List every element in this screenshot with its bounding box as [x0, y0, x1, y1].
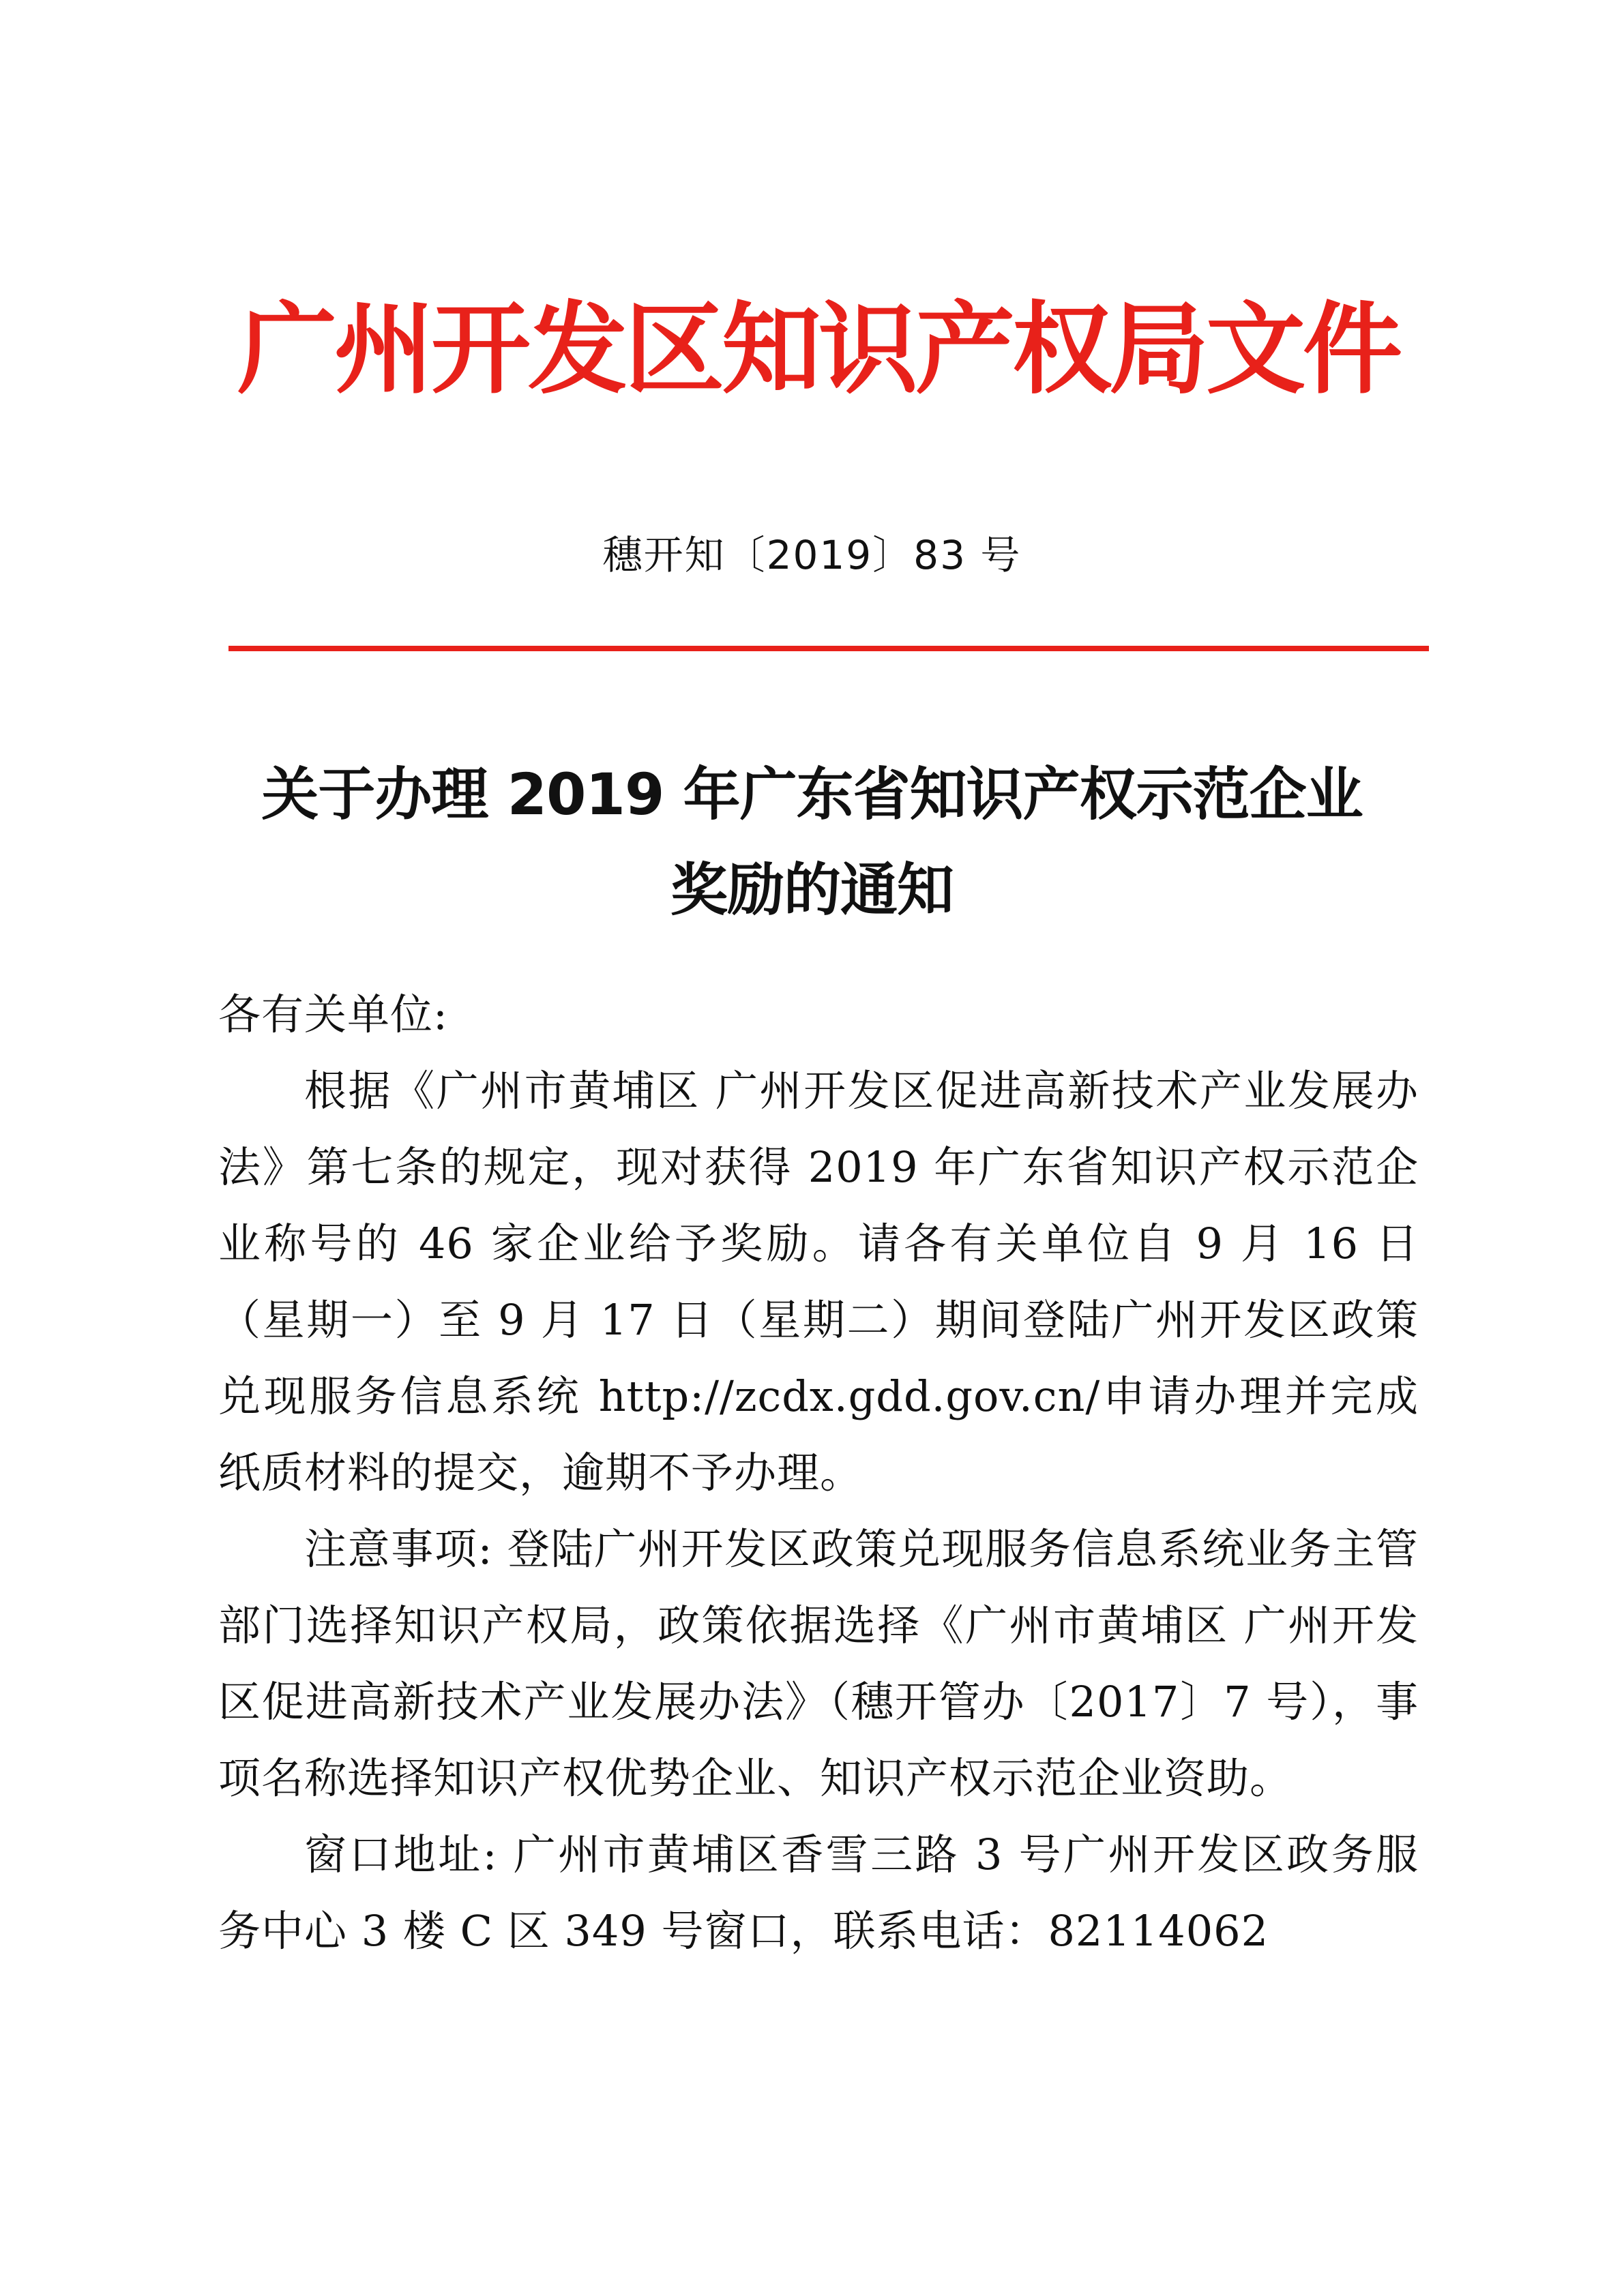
notice-title-line-2: 奖励的通知 — [670, 856, 954, 923]
header-divider-line — [228, 646, 1429, 651]
paragraph-contact: 窗口地址: 广州市黄埔区香雪三路 3 号广州开发区政务服务中心 3 楼 C 区 349 号窗口，联系电话：82114062 — [218, 1830, 1419, 1956]
notice-title-line-1: 关于办理 2019 年广东省知识产权示范企业 — [261, 761, 1363, 828]
organization-header-title: 广州开发区知识产权局文件 — [237, 292, 1400, 408]
paragraph-main: 根据《广州市黄埔区 广州开发区促进高新技术产业发展办法》第七条的规定，现对获得 2019 年广东省知识产权示范企业称号的 46 家企业给予奖励。请各有关单位自 9 月 16 日（星期一）至 9 月 17 日（星期二）期间登陆广州开发区政策兑现服务信息系统 http://zcdx.gdd.gov.cn/申请办理并完成纸质材料的提交，逾期不予办理。 — [218, 1066, 1419, 1497]
notice-body — [218, 976, 1419, 1969]
notice-title — [0, 747, 1624, 938]
salutation: 各有关单位: — [218, 989, 448, 1039]
paragraph-notes: 注意事项: 登陆广州开发区政策兑现服务信息系统业务主管部门选择知识产权局，政策依据选择《广州市黄埔区 广州开发区促进高新技术产业发展办法》（穗开管办〔2017〕7 号），事项名称选择知识产权优势企业、知识产权示范企业资助。 — [218, 1524, 1419, 1803]
document-number: 穗开知〔2019〕83 号 — [602, 532, 1022, 578]
